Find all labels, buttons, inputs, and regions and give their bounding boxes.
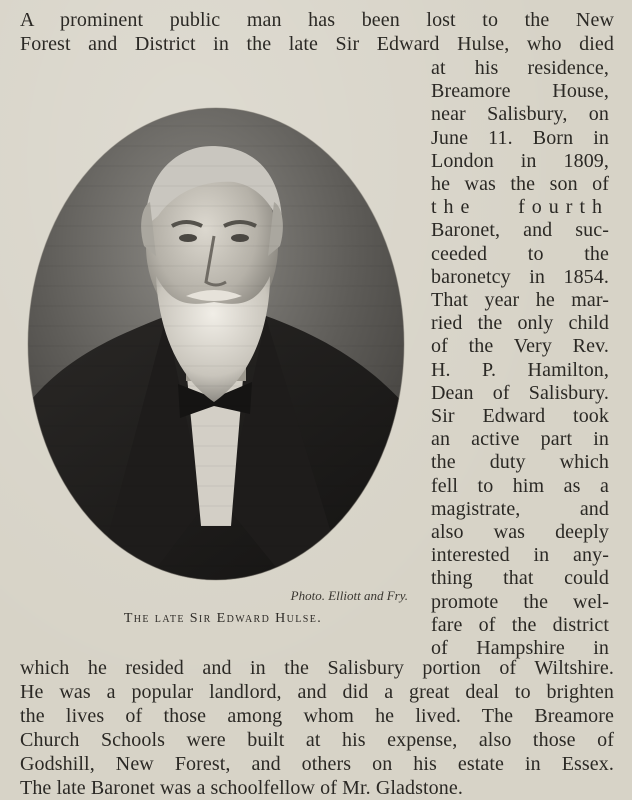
article-line: of Hampshire in: [431, 637, 609, 659]
article-line: he was the son of: [431, 173, 609, 195]
article-line: fell to him as a: [431, 475, 609, 497]
article-line: baronetcy in 1854.: [431, 266, 609, 288]
article-line: interested in any-: [431, 544, 609, 566]
article-line: Dean of Salisbury.: [431, 382, 609, 404]
photo-caption: The late Sir Edward Hulse.: [123, 611, 323, 626]
article-line: Sir Edward took: [431, 405, 609, 427]
article-line: fare of the district: [431, 614, 609, 636]
article-line: Breamore House,: [431, 80, 609, 102]
article-line: H. P. Hamilton,: [431, 359, 609, 381]
article-line: promote the wel-: [431, 591, 609, 613]
article-line: ried the only child: [431, 312, 609, 334]
article-line: Baronet, and suc-: [431, 219, 609, 241]
article-line: the duty which: [431, 451, 609, 473]
article-line: near Salisbury, on: [431, 103, 609, 125]
article-line: the fourth: [431, 196, 609, 218]
article-line: ceeded to the: [431, 243, 609, 265]
article-line: thing that could: [431, 567, 609, 589]
article-line: Church Schools were built at his expense, also those of: [20, 729, 614, 751]
article-line: also was deeply: [431, 521, 609, 543]
article-line: the lives of those among whom he lived. The Breamore: [20, 705, 614, 727]
article-line: June 11. Born in: [431, 127, 609, 149]
article-line: London in 1809,: [431, 150, 609, 172]
portrait-engraving: [26, 106, 406, 582]
article-line: He was a popular landlord, and did a great deal to brighten: [20, 681, 614, 703]
article-line: at his residence,: [431, 57, 609, 79]
article-line: That year he mar-: [431, 289, 609, 311]
article-line: magistrate, and: [431, 498, 609, 520]
article-line: of the Very Rev.: [431, 335, 609, 357]
article-line: Forest and District in the late Sir Edward Hulse, who died: [20, 33, 614, 55]
article-line: The late Baronet was a schoolfellow of Mr. Gladstone.: [20, 777, 463, 799]
article-line: which he resided and in the Salisbury portion of Wiltshire.: [20, 657, 614, 679]
article-line: A prominent public man has been lost to the New: [20, 9, 614, 31]
article-line: Godshill, New Forest, and others on his estate in Essex.: [20, 753, 614, 775]
portrait-photo: [26, 106, 406, 582]
photo-credit: Photo. Elliott and Fry.: [290, 588, 408, 603]
article-line: an active part in: [431, 428, 609, 450]
